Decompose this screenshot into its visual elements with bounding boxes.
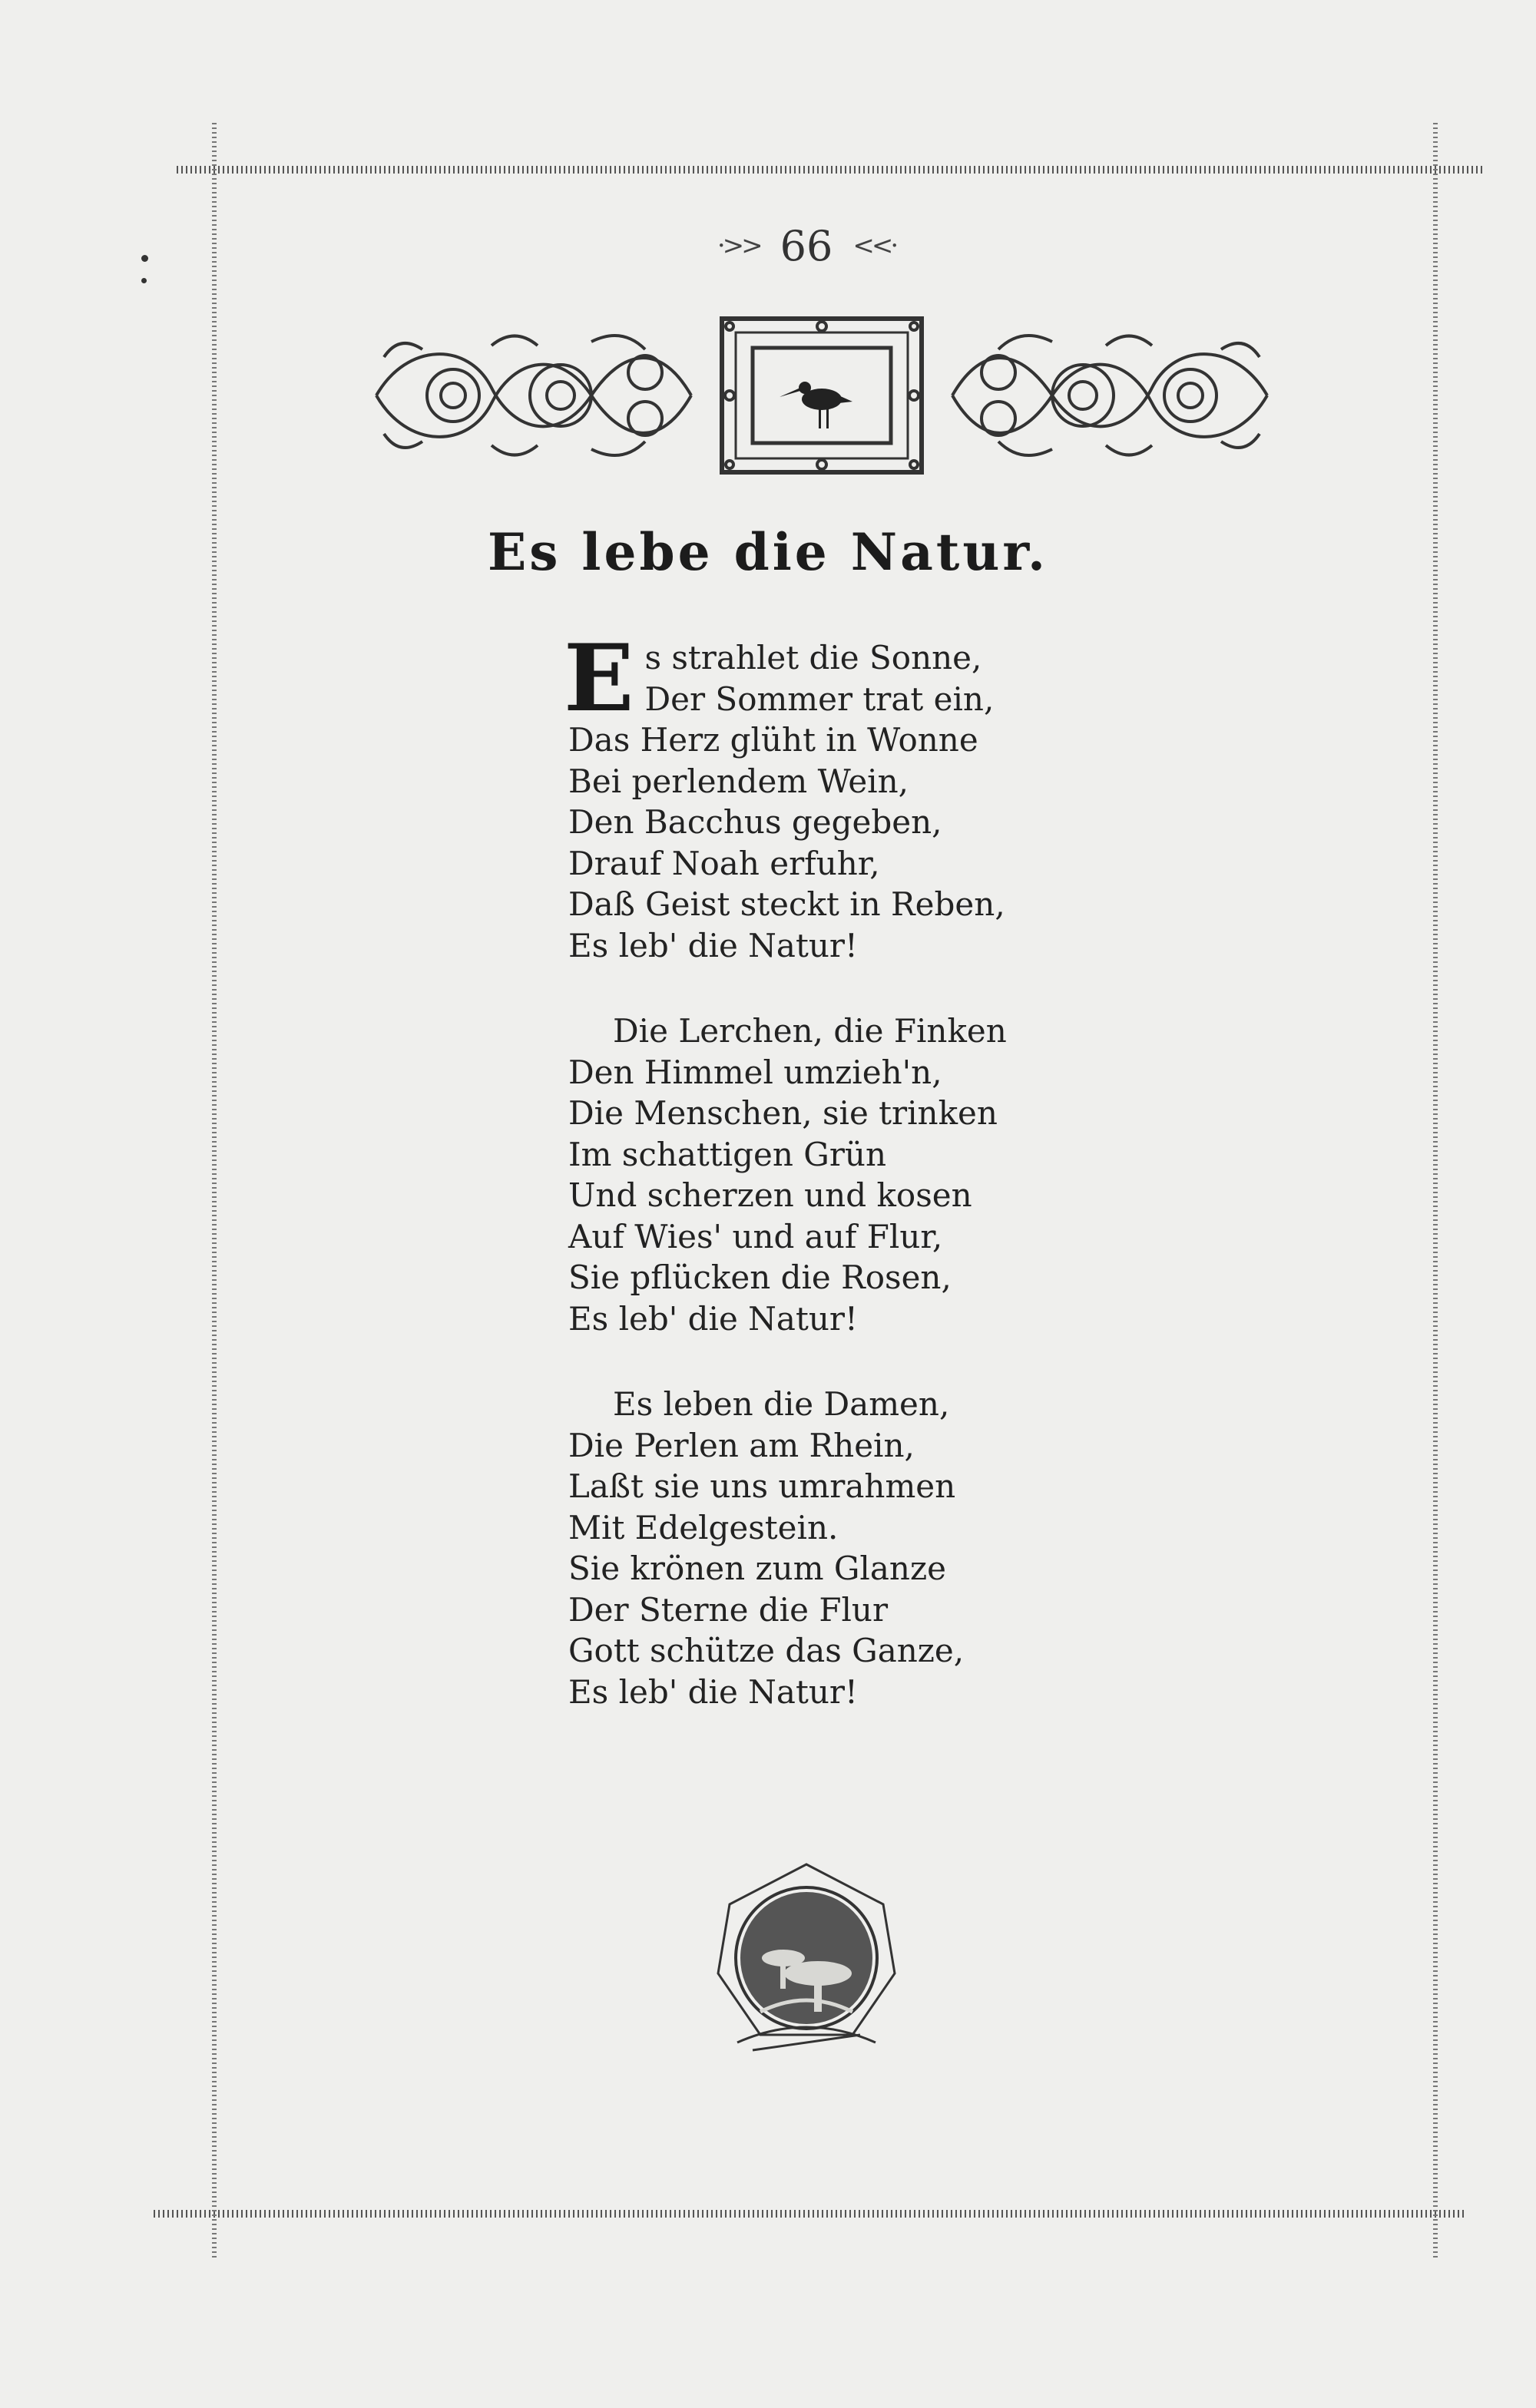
stanza-2 <box>568 1011 1044 1339</box>
poem-line: Bei perlendem Wein, <box>568 762 909 800</box>
poem-line: Und scherzen und kosen <box>568 1176 972 1214</box>
bird-icon <box>780 382 852 428</box>
poem-line: Sie krönen zum Glanze <box>568 1550 946 1587</box>
top-border-rule <box>177 166 1482 174</box>
ink-speck <box>141 278 147 283</box>
poem-line: Es leb' die Natur! <box>568 926 858 964</box>
poem-line: Im schattigen Grün <box>568 1135 886 1173</box>
poem-line: Der Sommer trat ein, <box>644 680 995 718</box>
poem-line: s strahlet die Sonne, <box>644 639 982 676</box>
stanza-3 <box>568 1384 1044 1712</box>
drop-cap: E <box>564 624 634 733</box>
poem-title: Es lebe die Natur. <box>487 522 1049 582</box>
poem-line: Daß Geist steckt in Reben, <box>568 885 1005 923</box>
poem-line: Die Menschen, sie trinken <box>568 1094 998 1132</box>
flourish-left-icon: ·>> <box>717 230 760 261</box>
poem-body <box>564 624 1044 1757</box>
poem-line: Mit Edelgestein. <box>568 1508 839 1546</box>
right-border-rule <box>1433 123 1438 2258</box>
ink-speck <box>141 255 148 262</box>
poem-line: Die Perlen am Rhein, <box>568 1426 915 1464</box>
flourish-right-icon: <<· <box>852 230 896 261</box>
poem-line: Die Lerchen, die Finken <box>613 1012 1007 1050</box>
poem-line: Es leb' die Natur! <box>568 1672 858 1711</box>
bottom-border-rule <box>154 2210 1467 2218</box>
poem-line: Den Bacchus gegeben, <box>568 803 942 841</box>
page-number: 66 <box>780 221 833 270</box>
left-scroll-ornament <box>376 336 691 455</box>
poem-line: Der Sterne die Flur <box>568 1590 889 1629</box>
poem-line: Sie pflücken die Rosen, <box>568 1259 952 1296</box>
poem-line: Es leb' die Natur! <box>568 1299 858 1338</box>
left-border-rule <box>212 123 217 2258</box>
tailpiece-vignette-icon <box>707 1858 906 2058</box>
ornamental-headpiece <box>361 311 1283 480</box>
poem-line: Drauf Noah erfuhr, <box>568 844 880 882</box>
poem-line: Laßt sie uns umrahmen <box>568 1467 956 1505</box>
poem-line: Auf Wies' und auf Flur, <box>568 1217 943 1255</box>
stanza-1 <box>564 624 1044 966</box>
right-scroll-ornament <box>952 336 1267 455</box>
page-number-header <box>691 215 922 276</box>
poem-line: Gott schütze das Ganze, <box>568 1632 965 1669</box>
poem-line: Das Herz glüht in Wonne <box>568 721 978 759</box>
poem-line: Es leben die Damen, <box>613 1385 950 1423</box>
poem-line: Den Himmel umzieh'n, <box>568 1053 942 1091</box>
